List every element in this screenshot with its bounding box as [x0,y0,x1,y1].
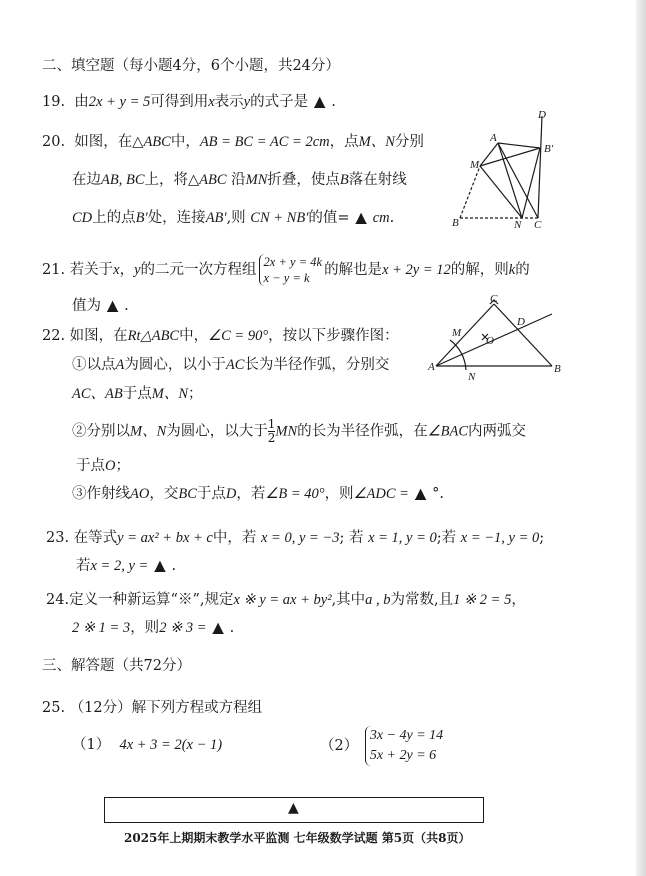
label-A: A [428,361,435,373]
label-M: M [452,327,462,339]
answer-box: ▲ [104,797,484,823]
section-2-heading: 二、填空题（每小题4分，6个小题，共24分） [42,58,340,74]
equation-system-21: 2x + y = 4k x − y = k [259,254,323,286]
question-22-step-1: ①以点A为圆心，以小于AC长为半径作弧，分别交 [72,357,390,373]
answer-blank-23: ▲ [154,558,166,574]
question-22-step-1-cont: AC、AB于点M、N； [72,386,203,402]
question-20-line-2: 在边AB, BC上，将△ABC 沿MN折叠，使点B落在射线 [72,172,407,188]
question-20-line-1: 20. 如图，在△ABC中，AB = BC = AC = 2cm，点M、N分别 [42,134,424,150]
answer-blank-22: ▲ [414,486,427,502]
label-N: N [514,219,522,231]
label-B: B [452,217,459,229]
equation-system-25: 3x − 4y = 14 5x + 2y = 6 [365,726,443,766]
label-A: A [490,132,497,144]
question-20-line-3: CD上的点B′处，连接AB′,则 CN + NB′的值= ▲ cm. [72,210,395,226]
label-B-prime: B′ [544,143,554,155]
label-O: O [486,335,494,347]
question-19: 19. 由2x + y = 5可得到用x表示y的式子是 ▲ . [42,94,336,110]
answer-blank-19: ▲ [314,94,326,110]
label-C: C [490,293,498,305]
answer-blank-24: ▲ [212,620,224,636]
question-21-line-2: 值为 ▲ . [72,298,129,314]
figure-20 [440,108,570,233]
question-24-line-2: 2 ※ 1 = 3，则2 ※ 3 = ▲ . [72,620,235,636]
label-N: N [468,371,476,383]
question-22-line-1: 22. 如图，在Rt△ABC中，∠C = 90°，按以下步骤作图： [42,328,399,344]
label-B: B [554,363,561,375]
figure-22 [424,292,572,384]
question-23-line-2: 若x = 2, y = ▲ . [76,558,177,574]
question-25-part-2: （2） 3x − 4y = 14 5x + 2y = 6 [320,726,445,766]
fraction-half: $\frac{1}{2}$ [267,417,276,445]
page-footer: 2025年上期期末教学水平监测 七年级数学试题 第5页（共8页） [124,831,471,845]
question-22-step-2-cont: 于点O； [76,458,130,474]
section-3-heading: 三、解答题（共72分） [42,658,191,674]
answer-blank-20: ▲ [355,210,367,226]
label-C: C [534,219,542,231]
label-M: M [470,159,480,171]
question-23-line-1: 23. 在等式y = ax² + bx + c中，若 x = 0, y = −3; 若 x = 1, y = 0;若 x = −1, y = 0; [46,530,545,546]
question-22-step-3: ③作射线AO，交BC于点D，若∠B = 40°，则∠ADC = ▲ °. [72,486,444,502]
question-25-title: 25. （12分）解下列方程或方程组 [42,700,263,716]
question-24-line-1: 24.定义一种新运算“※”,规定x ※ y = ax + by²,其中a , b为常数,且1 ※ 2 = 5， [46,592,526,608]
question-25-part-1: （1） 4x + 3 = 2(x − 1) [72,737,223,753]
question-21-line-1: 21. 若关于x，y的二元一次方程组 2x + y = 4k x − y = k 的解也是x + 2y = 12的解，则k的 [42,255,530,285]
label-D: D [538,109,546,121]
label-D: D [517,316,525,328]
question-22-step-2: ②分别以M、N为圆心，以大于 $\frac{1}{2}$ MN的长为半径作弧，在∠BAC内两弧交 [72,417,527,445]
page-edge [636,0,646,876]
answer-blank-21: ▲ [107,298,119,314]
